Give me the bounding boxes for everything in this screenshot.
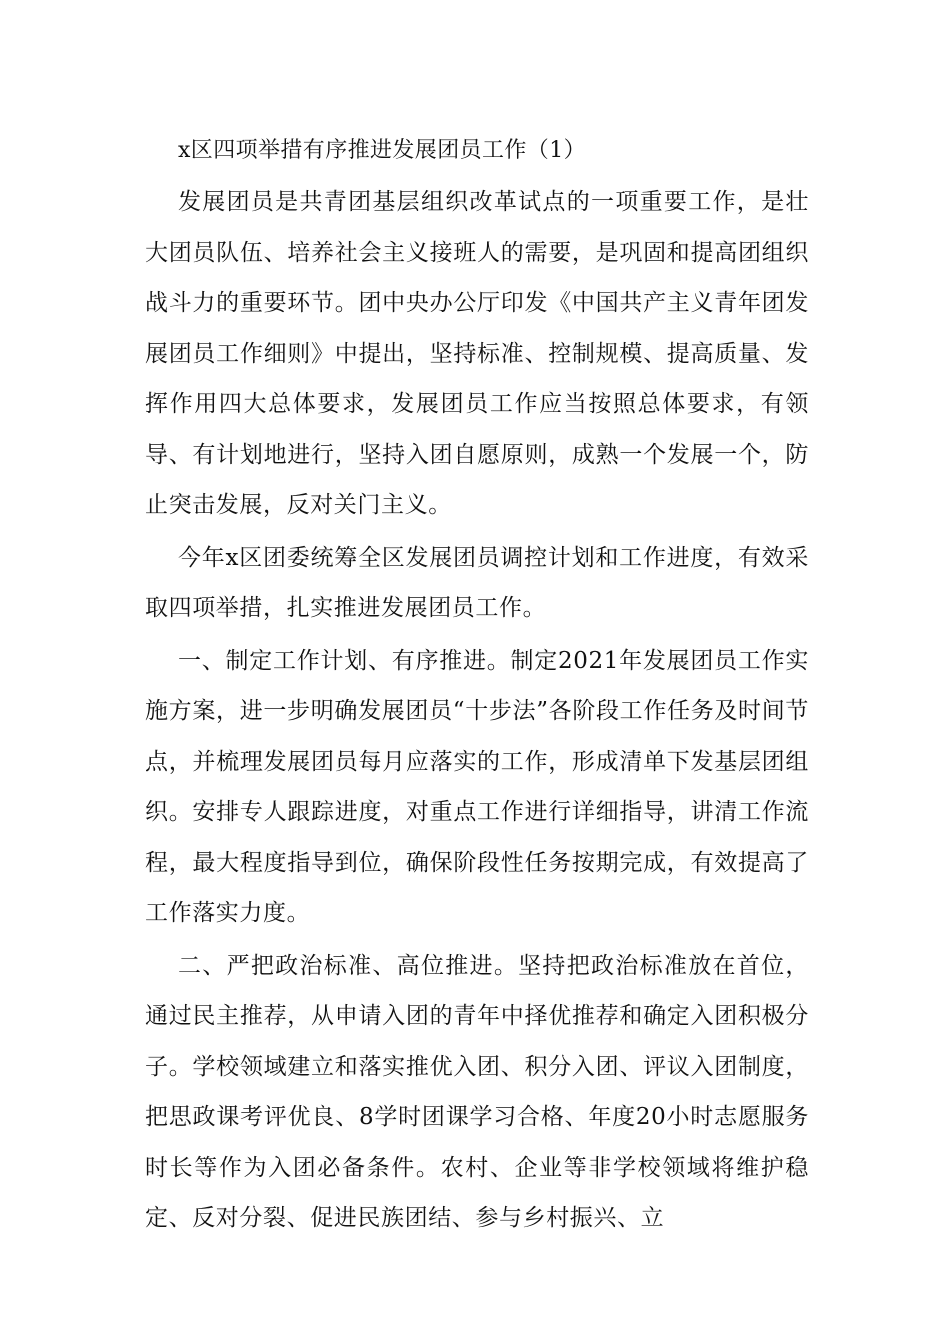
document-body bbox=[145, 125, 809, 1244]
document-title: x区四项举措有序推进发展团员工作（1） bbox=[178, 138, 587, 163]
paragraph-intro: 发展团员是共青团基层组织改革试点的一项重要工作，是壮大团员队伍、培养社会主义接班人的需要，是巩固和提高团组织战斗力的重要环节。团中央办公厅印发《中国共产主义青年团发展团员工作细则》中提出，坚持标准、控制规模、提高质量、发挥作用四大总体要求，发展团员工作应当按照总体要求，有领导、有计划地进行，坚持入团自愿原则，成熟一个发展一个，防止突击发展，反对关门主义。 bbox=[145, 189, 809, 518]
paragraph-summary: 今年x区团委统筹全区发展团员调控计划和工作进度，有效采取四项举措，扎实推进发展团员工作。 bbox=[145, 544, 809, 621]
paragraph-measure-two: 二、严把政治标准、高位推进。坚持把政治标准放在首位，通过民主推荐，从申请入团的青年中择优推荐和确定入团积极分子。学校领域建立和落实推优入团、积分入团、评议入团制度，把思政课考评优良、8学时团课学习合格、年度20小时志愿服务时长等作为入团必备条件。农村、企业等非学校领域将维护稳定、反对分裂、促进民族团结、参与乡村振兴、立 bbox=[145, 952, 809, 1231]
paragraph-measure-one: 一、制定工作计划、有序推进。制定2021年发展团员工作实施方案，进一步明确发展团员“十步法”各阶段工作任务及时间节点，并梳理发展团员每月应落实的工作，形成清单下发基层团组织。安排专人跟踪进度，对重点工作进行详细指导，讲清工作流程，最大程度指导到位，确保阶段性任务按期完成，有效提高了工作落实力度。 bbox=[145, 647, 809, 926]
